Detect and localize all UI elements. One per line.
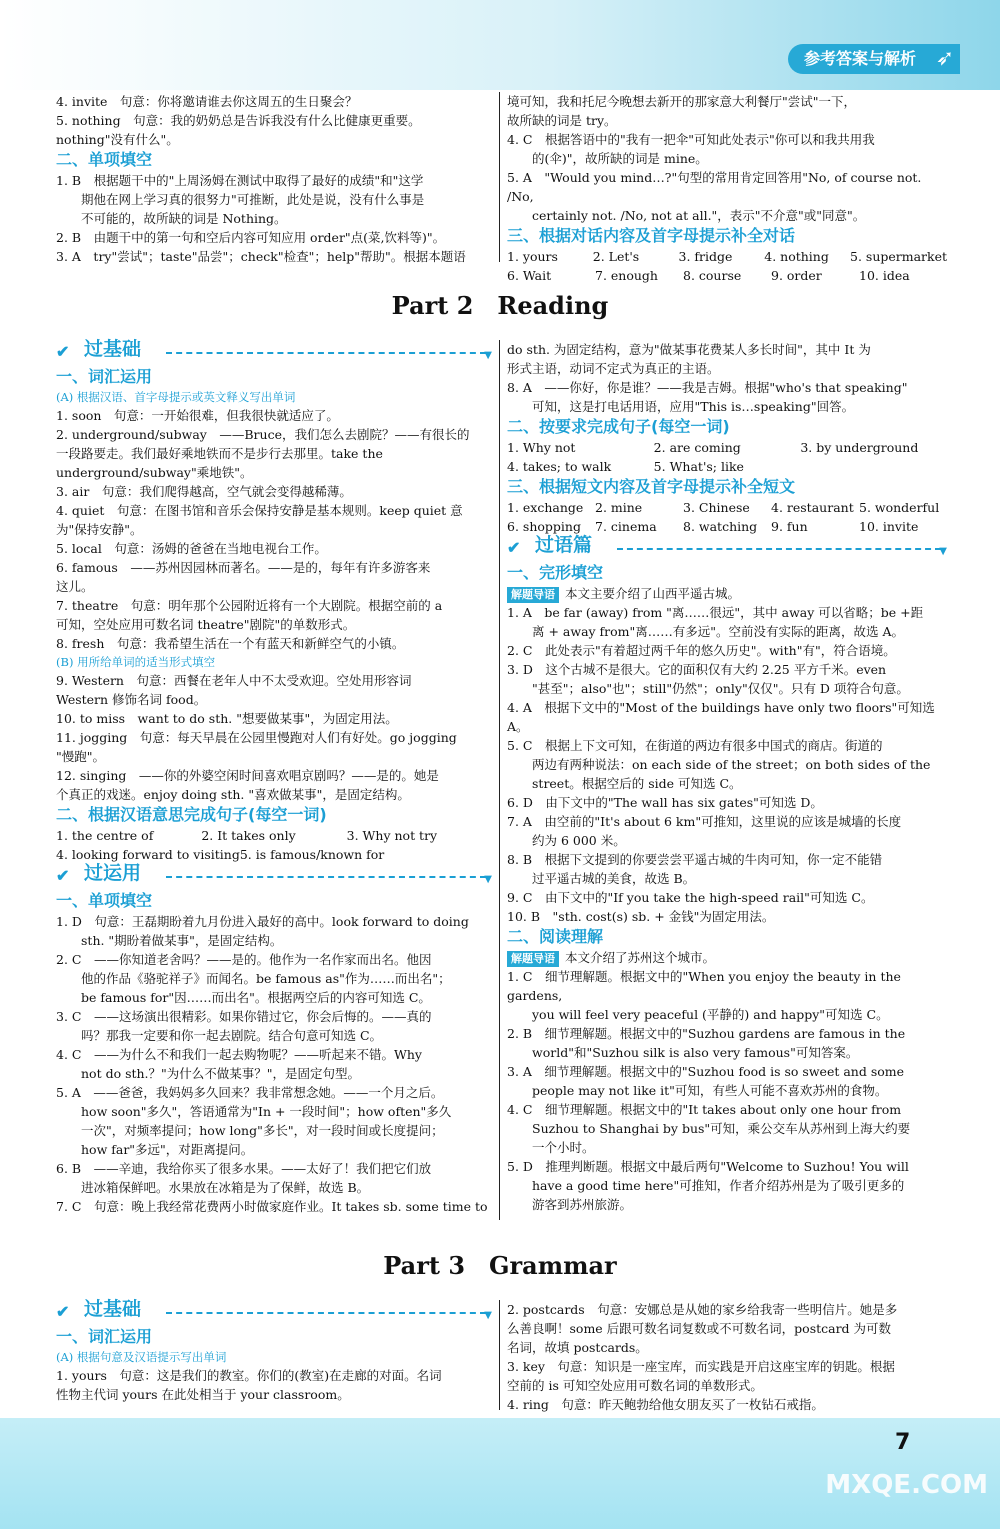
section-heading: 二、根据汉语意思完成句子(每空一词) — [56, 805, 327, 824]
guide-text: 本文主要介绍了山西平遥古城。 — [565, 586, 741, 601]
answer-line: "甚至"；also"也"；still"仍然"；only"仅仅"。只有 D 项符合句意。 — [507, 681, 909, 696]
answer-line: 过平遥古城的美食，故选 B。 — [507, 871, 696, 886]
answer-line: 2. B 由题干中的第一句和空后内容可知应用 order"点(菜,饮料等)"。 — [56, 230, 446, 245]
answer-line: 9. C 由下文中的"If you take the high-speed rail"可知选 C。 — [507, 890, 874, 905]
answer-cell: 3. Why not try — [346, 828, 438, 843]
block-title-text: 过语篇 — [535, 534, 593, 556]
section-heading: 一、单项填空 — [56, 891, 153, 910]
answer-line: 4. A 根据下文中的"Most of the buildings have only two floors"可知选 A。 — [507, 700, 939, 734]
block-title — [507, 536, 947, 562]
column-divider — [499, 1300, 500, 1410]
answer-cell: 3. fridge — [678, 249, 733, 264]
answer-line: 一次"，对频率提问；how long"多长"，对一段时间或长度提问； — [56, 1123, 444, 1138]
answer-line: 6. B ——辛迪，我给你买了很多水果。——太好了！我们把它们放 — [56, 1161, 432, 1176]
answer-line: 游客到苏州旅游。 — [507, 1197, 633, 1212]
part2-left-column — [56, 340, 492, 1216]
dashed-rule — [166, 876, 486, 878]
column-divider — [499, 92, 500, 262]
section-heading: 一、完形填空 — [507, 563, 604, 582]
answer-cell: 2. It takes only — [201, 828, 296, 843]
subsection-heading: (A) 根据汉语、首字母提示或英文释义写出单词 — [56, 390, 296, 404]
answer-cell: 1. the centre of — [56, 828, 154, 843]
answer-cell: 4. restaurant — [771, 500, 854, 515]
top-left-column — [56, 92, 492, 266]
answer-cell: 5. supermarket — [850, 249, 948, 264]
block-title — [56, 340, 492, 366]
answer-cell: 2. Let's — [592, 249, 640, 264]
answer-line: 6. famous ——苏州因园林而著名。——是的，每年有许多游客来 — [56, 560, 431, 575]
answer-row — [507, 498, 947, 517]
answer-cell: 5. is famous/known for — [239, 847, 385, 862]
answer-row — [56, 826, 492, 845]
answer-line: certainly not. /No, not at all."，表示"不介意"或"同意"。 — [507, 208, 866, 223]
section-heading: 一、词汇运用 — [56, 367, 153, 386]
answer-line: 么善良啊！some 后跟可数名词复数或不可数名词，postcard 为可数 — [507, 1321, 892, 1336]
answer-line: 期他在网上学习真的很努力"可推断，此处是说，没有什么事是 — [56, 192, 425, 207]
section-heading: 二、阅读理解 — [507, 927, 604, 946]
answer-line: 3. key 句意：知识是一座宝库，而实践是开启这座宝库的钥匙。根据 — [507, 1359, 895, 1374]
guide-text: 本文介绍了苏州这个城市。 — [565, 950, 716, 965]
section-heading: 二、单项填空 — [56, 150, 153, 169]
guide-label: 解题导语 — [507, 951, 559, 967]
answer-line: 4. invite 句意：你将邀请谁去你这周五的生日聚会？ — [56, 94, 358, 109]
dashed-rule — [617, 548, 941, 550]
answer-cell — [800, 457, 947, 476]
answer-line: 性物主代词 yours 在此处相当于 your classroom。 — [56, 1387, 350, 1402]
answer-line: 8. fresh 句意：我希望生活在一个有蓝天和新鲜空气的小镇。 — [56, 636, 405, 651]
triangle-icon: ▼ — [484, 1310, 492, 1321]
answer-cell — [384, 845, 492, 864]
triangle-icon: ▼ — [939, 546, 947, 557]
part3-left-column — [56, 1300, 492, 1404]
answer-cell: 5. What's; like — [653, 459, 744, 474]
answer-line: 5. D 推理判断题。根据文中最后两句"Welcome to Suzhou! You will — [507, 1159, 909, 1174]
answer-line: 离 + away from"离……有多远"。空前没有实际的距离，故选 A。 — [507, 624, 905, 639]
answer-cell: 7. enough — [595, 268, 658, 283]
answer-line: 6. D 由下文中的"The wall has six gates"可知选 D。 — [507, 795, 823, 810]
guide-line — [507, 948, 947, 967]
answer-line: 4. C ——为什么不和我们一起去购物呢？——听起来不错。Why — [56, 1047, 422, 1062]
answer-line: 约为 6 000 米。 — [507, 833, 626, 848]
answer-line: how far"多远"，对距离提问。 — [56, 1142, 254, 1157]
answer-line: 5. A "Would you mind…?"句型的常用肯定回答用"No, of course not. /No, — [507, 170, 926, 204]
answer-line: Western 修饰名词 food。 — [56, 692, 207, 707]
answer-line: 可知，这是打电话用语，应用"This is…speaking"回答。 — [507, 399, 855, 414]
answer-line: 可知，空处应用可数名词 theatre"剧院"的单数形式。 — [56, 617, 356, 632]
answer-cell: 1. exchange — [507, 500, 584, 515]
answer-line: 一段路要走。我们最好乘地铁而不是步行去那里。take the — [56, 446, 383, 461]
answer-line: 2. C 此处表示"有着超过两千年的悠久历史"。with"有"，符合语境。 — [507, 643, 896, 658]
answer-line: 8. B 根据下文提到的你要尝尝平遥古城的牛肉可知，你一定不能错 — [507, 852, 883, 867]
answer-cell: 6. Wait — [507, 268, 552, 283]
part3-heading: Part 3 Grammar — [383, 1251, 617, 1280]
answer-line: you will feel very peaceful (平静的) and happy"可知选 C。 — [507, 1007, 889, 1022]
answer-line: 的(伞)"，故所缺的词是 mine。 — [507, 151, 708, 166]
answer-line: 1. soon 句意：一开始很难，但我很快就适应了。 — [56, 408, 339, 423]
answer-line: 一个小时。 — [507, 1140, 595, 1155]
answer-line: 1. D 句意：王磊期盼着九月份进入最好的高中。look forward to doing — [56, 914, 469, 929]
answer-line: 10. to miss want to do sth. "想要做某事"，为固定用法。 — [56, 711, 398, 726]
answer-line: 3. A 细节理解题。根据文中的"Suzhou food is so sweet and some — [507, 1064, 905, 1079]
answer-cell: 2. are coming — [653, 440, 741, 455]
checkmark-icon: ✔ — [56, 1302, 70, 1321]
answer-line: 4. C 根据答语中的"我有一把伞"可知此处表示"你可以和我共用我 — [507, 132, 875, 147]
answer-line: 故所缺的词是 try。 — [507, 113, 617, 128]
block-title-text: 过基础 — [84, 1298, 142, 1320]
answer-line: 为"保持安静"。 — [56, 522, 143, 537]
section-heading: 一、词汇运用 — [56, 1327, 153, 1346]
header-title: 参考答案与解析 — [788, 44, 960, 74]
answer-line: 7. C 句意：晚上我经常花费两小时做家庭作业。It takes sb. some time to — [56, 1199, 488, 1214]
answer-line: nothing"没有什么"。 — [56, 132, 179, 147]
checkmark-icon: ✔ — [507, 538, 521, 557]
answer-cell: 8. watching — [683, 519, 758, 534]
answer-cell: 9. order — [771, 268, 822, 283]
block-title-text: 过基础 — [84, 338, 142, 360]
triangle-icon: ▼ — [484, 350, 492, 361]
answer-line: 7. A 由空前的"It's about 6 km"可推知，这里说的应该是城墙的长度 — [507, 814, 902, 829]
answer-line: 5. nothing 句意：我的奶奶总是告诉我没有什么比健康更重要。 — [56, 113, 421, 128]
answer-line: "慢跑"。 — [56, 749, 105, 764]
subsection-heading: (B) 用所给单词的适当形式填空 — [56, 655, 216, 669]
answer-line: 形式主语，动词不定式为真正的主语。 — [507, 361, 720, 376]
answer-line: 10. B "sth. cost(s) sb. + 金钱"为固定用法。 — [507, 909, 775, 924]
answer-line: 5. A ——爸爸，我妈妈多久回来？我非常想念她。——一个月之后。 — [56, 1085, 444, 1100]
answer-line: how soon"多久"，答语通常为"In + 一段时间"；how often"多久 — [56, 1104, 452, 1119]
part3-right-column — [507, 1300, 947, 1414]
checkmark-icon: ✔ — [56, 342, 70, 361]
answer-line: street。根据空后的 side 可知选 C。 — [507, 776, 742, 791]
top-right-column — [507, 92, 947, 285]
answer-line: 2. C ——你知道老舍吗？——是的。他作为一名作家而出名。他因 — [56, 952, 432, 967]
section-heading: 二、按要求完成句子(每空一词) — [507, 417, 730, 436]
answer-line: 5. local 句意：汤姆的爸爸在当地电视台工作。 — [56, 541, 327, 556]
answer-cell: 9. fun — [771, 519, 808, 534]
subsection-heading: (A) 根据句意及汉语提示写出单词 — [56, 1350, 227, 1364]
rocket-icon: ➶ — [935, 46, 955, 71]
answer-line: 3. air 句意：我们爬得越高，空气就会变得越稀薄。 — [56, 484, 352, 499]
guide-line — [507, 584, 947, 603]
answer-line: 2. underground/subway ——Bruce，我们怎么去剧院？——有很长的 — [56, 427, 470, 442]
answer-line: not do sth.？"为什么不做某事？"，是固定句型。 — [56, 1066, 361, 1081]
answer-cell: 1. Why not — [507, 440, 576, 455]
answer-cell: 5. wonderful — [859, 500, 940, 515]
answer-line: have a good time here"可推知，作者介绍苏州是为了吸引更多的 — [507, 1178, 905, 1193]
answer-line: people may not like it"可知，有些人可能不喜欢苏州的食物。 — [507, 1083, 888, 1098]
answer-line: 进冰箱保鲜吧。水果放在冰箱是为了保鲜，故选 B。 — [56, 1180, 370, 1195]
answer-line: 8. A ——你好，你是谁？——我是吉姆。根据"who's that speaking" — [507, 380, 908, 395]
part2-heading: Part 2 Reading — [391, 291, 609, 320]
answer-cell: 4. takes; to walk — [507, 459, 612, 474]
answer-line: underground/subway"乘地铁"。 — [56, 465, 253, 480]
answer-row — [507, 266, 947, 285]
answer-line: 个真正的戏迷。enjoy doing sth. "喜欢做某事"，是固定结构。 — [56, 787, 410, 802]
answer-cell: 8. course — [683, 268, 742, 283]
answer-line: 吗？那我一定要和你一起去剧院。结合句意可知选 C。 — [56, 1028, 383, 1043]
dashed-rule — [166, 352, 486, 354]
answer-line: sth. "期盼着做某事"，是固定结构。 — [56, 933, 283, 948]
answer-line: 1. A be far (away) from "离……很远"，其中 away 可以省略；be +距 — [507, 605, 924, 620]
answer-line: 1. C 细节理解题。根据文中的"When you enjoy the beauty in the gardens, — [507, 969, 905, 1003]
answer-row — [507, 438, 947, 457]
answer-line: be famous for"因……而出名"。根据两空后的内容可知选 C。 — [56, 990, 431, 1005]
answer-line: 4. C 细节理解题。根据文中的"It takes about only one hour from — [507, 1102, 902, 1117]
answer-cell: 10. invite — [859, 519, 919, 534]
answer-cell: 1. yours — [507, 249, 558, 264]
guide-label: 解题导语 — [507, 587, 559, 603]
block-title — [56, 864, 492, 890]
answer-line: 7. theatre 句意：明年那个公园附近将有一个大剧院。根据空前的 a — [56, 598, 443, 613]
answer-line: 不可能的，故所缺的词是 Nothing。 — [56, 211, 287, 226]
answer-line: 3. D 这个古城不是很大。它的面积仅有大约 2.25 平方千米。even — [507, 662, 887, 677]
answer-cell: 4. nothing — [764, 249, 829, 264]
answer-line: 1. B 根据题干中的"上周汤姆在测试中取得了最好的成绩"和"这学 — [56, 173, 424, 188]
triangle-icon: ▼ — [484, 874, 492, 885]
checkmark-icon: ✔ — [56, 866, 70, 885]
answer-row — [507, 247, 947, 266]
answer-row — [507, 457, 947, 476]
section-heading: 三、根据对话内容及首字母提示补全对话 — [507, 226, 796, 245]
block-title — [56, 1300, 492, 1326]
answer-line: 5. C 根据上下文可知，在街道的两边有很多中国式的商店。街道的 — [507, 738, 883, 753]
answer-line: 这儿。 — [56, 579, 94, 594]
answer-line: 空前的 is 可知空处应用可数名词的单数形式。 — [507, 1378, 763, 1393]
answer-cell: 3. by underground — [800, 440, 919, 455]
answer-line: 3. C ——这场演出很精彩。如果你错过它，你会后悔的。——真的 — [56, 1009, 432, 1024]
section-heading: 三、根据短文内容及首字母提示补全短文 — [507, 477, 796, 496]
answer-line: 境可知，我和托尼今晚想去新开的那家意大利餐厅"尝试"一下， — [507, 94, 857, 109]
answer-cell: 4. looking forward to visiting — [56, 847, 240, 862]
answer-line: 9. Western 句意：西餐在老年人中不太受欢迎。空处用形容词 — [56, 673, 412, 688]
answer-line: do sth. 为固定结构，意为"做某事花费某人多长时间"，其中 It 为 — [507, 342, 871, 357]
watermark-logo: MXQE.COM — [825, 1470, 988, 1500]
dashed-rule — [166, 1312, 486, 1314]
answer-line: 2. postcards 句意：安娜总是从她的家乡给我寄一些明信片。她是多 — [507, 1302, 898, 1317]
answer-line: 4. ring 句意：昨天鲍勃给他女朋友买了一枚钻石戒指。 — [507, 1397, 824, 1412]
answer-line: 11. jogging 句意：每天早晨在公园里慢跑对人们有好处。go jogging — [56, 730, 457, 745]
answer-line: 名词，故填 postcards。 — [507, 1340, 648, 1355]
answer-line: 3. A try"尝试"；taste"品尝"；check"检查"；help"帮助"。根据本题语 — [56, 249, 466, 264]
answer-line: Suzhou to Shanghai by bus"可知，乘公交车从苏州到上海大约要 — [507, 1121, 911, 1136]
answer-line: 2. B 细节理解题。根据文中的"Suzhou gardens are famous in the — [507, 1026, 906, 1041]
block-title-text: 过运用 — [84, 862, 142, 884]
answer-line: 两边有两种说法：on each side of the street；on both sides of the — [507, 757, 931, 772]
part2-right-column — [507, 340, 947, 1214]
answer-line: 1. yours 句意：这是我们的教室。你们的(教室)在走廊的对面。名词 — [56, 1368, 442, 1383]
answer-line: 4. quiet 句意：在图书馆和音乐会保持安静是基本规则。keep quiet 意 — [56, 503, 463, 518]
answer-cell: 10. idea — [859, 268, 910, 283]
answer-cell: 2. mine — [595, 500, 643, 515]
answer-line: 12. singing ——你的外婆空闲时间喜欢唱京剧吗？——是的。她是 — [56, 768, 439, 783]
answer-line: 他的作品《骆驼祥子》而闻名。be famous as"作为……而出名"； — [56, 971, 451, 986]
answer-cell: 6. shopping — [507, 519, 581, 534]
column-divider — [499, 340, 500, 1220]
page-number: 7 — [895, 1430, 911, 1455]
answer-cell: 7. cinema — [595, 519, 657, 534]
answer-line: world"和"Suzhou silk is also very famous"可知答案。 — [507, 1045, 859, 1060]
answer-cell: 3. Chinese — [683, 500, 750, 515]
